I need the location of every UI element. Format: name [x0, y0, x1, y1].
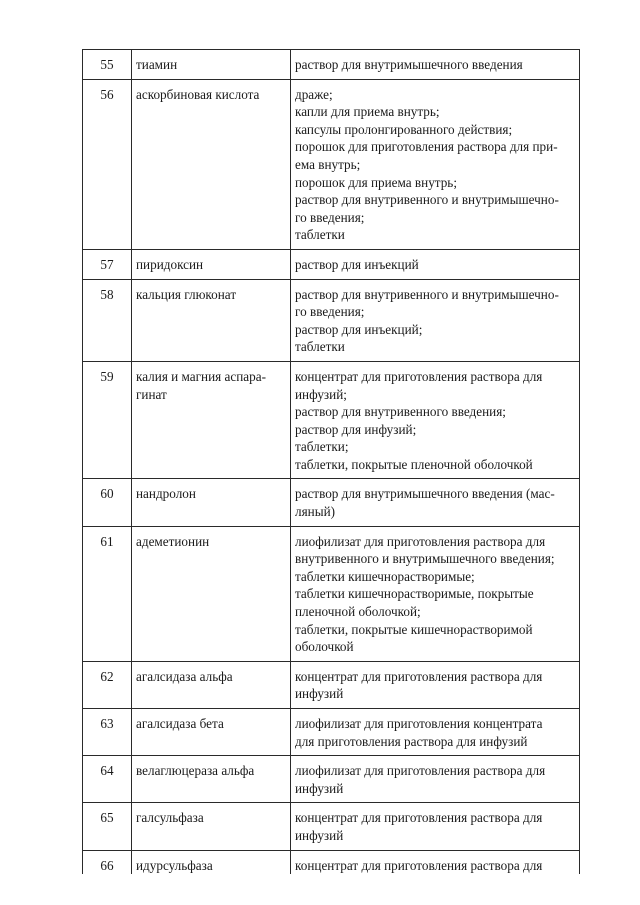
- dosage-form-line: оболочкой: [295, 639, 354, 655]
- drug-name-line: тиамин: [136, 57, 178, 72]
- table-row: [83, 756, 580, 803]
- dosage-form-line: таблетки: [295, 339, 345, 355]
- dosage-form-cell: [291, 850, 580, 874]
- medication-table: [82, 49, 580, 874]
- dosage-form-line: ляный): [295, 504, 336, 520]
- dosage-form-line: внутривенного и внутримышечного введения;: [295, 551, 555, 567]
- row-number: 60: [83, 479, 132, 526]
- dosage-form-line: инфузий: [295, 827, 344, 843]
- dosage-form-line: раствор для внутривенного введения;: [295, 404, 506, 420]
- dosage-form-cell: [291, 661, 580, 708]
- drug-name-line: идурсульфаза: [136, 857, 213, 873]
- row-number: 58: [83, 279, 132, 361]
- drug-name-cell: [132, 850, 291, 874]
- dosage-form-line: раствор для внутримышечного введения (мас-: [295, 486, 555, 502]
- dosage-form-line: раствор для внутривенного и внутримышечно-: [295, 286, 559, 302]
- row-number: 63: [83, 709, 132, 756]
- drug-name-cell: [132, 50, 291, 80]
- row-number: 62: [83, 661, 132, 708]
- dosage-form-line: для приготовления раствора для инфузий: [295, 733, 528, 749]
- medication-table-body: [83, 50, 580, 875]
- dosage-form-cell: [291, 756, 580, 803]
- table-row: [83, 479, 580, 526]
- dosage-form-line: концентрат для приготовления раствора для: [295, 668, 543, 684]
- drug-name-cell: [132, 79, 291, 249]
- dosage-form-line: порошок для приема внутрь;: [295, 174, 457, 190]
- dosage-form-cell: [291, 50, 580, 80]
- drug-name-cell: [132, 479, 291, 526]
- dosage-form-line: таблетки, покрытые кишечнорастворимой: [295, 621, 533, 637]
- dosage-form-cell: [291, 79, 580, 249]
- dosage-form-cell: [291, 526, 580, 661]
- drug-name-line: калия и магния аспара-: [136, 368, 266, 384]
- dosage-form-cell: [291, 803, 580, 850]
- dosage-form-line: раствор для внутривенного и внутримышечно-: [295, 192, 559, 208]
- drug-name-line: гинат: [136, 386, 167, 402]
- dosage-form-line: лиофилизат для приготовления раствора для: [295, 533, 546, 549]
- dosage-form-cell: [291, 479, 580, 526]
- table-row: [83, 526, 580, 661]
- dosage-form-line: инфузий: [295, 780, 344, 796]
- dosage-form-line: драже;: [295, 86, 333, 102]
- row-number: 57: [83, 249, 132, 279]
- drug-name-cell: [132, 526, 291, 661]
- dosage-form-line: концентрат для приготовления раствора для: [295, 857, 543, 873]
- dosage-form-cell: [291, 709, 580, 756]
- drug-name-line: пиридоксин: [136, 256, 204, 272]
- table-row: [83, 279, 580, 361]
- drug-name-line: агалсидаза альфа: [136, 668, 233, 684]
- dosage-form-line: раствор для внутримышечного введения: [295, 57, 523, 72]
- dosage-form-line: капли для приема внутрь;: [295, 104, 440, 120]
- drug-name-line: адеметионин: [136, 533, 210, 549]
- dosage-form-line: капсулы пролонгированного действия;: [295, 121, 513, 137]
- dosage-form-line: таблетки;: [295, 439, 349, 455]
- table-row: [83, 850, 580, 874]
- dosage-form-line: лиофилизат для приготовления концентрата: [295, 716, 543, 731]
- dosage-form-line: го введения;: [295, 304, 365, 320]
- table-row: [83, 249, 580, 279]
- table-row: [83, 661, 580, 708]
- table-row: [83, 361, 580, 479]
- drug-name-cell: [132, 756, 291, 803]
- dosage-form-line: лиофилизат для приготовления раствора для: [295, 763, 546, 779]
- dosage-form-line: инфузий: [295, 686, 344, 702]
- table-row: [83, 79, 580, 249]
- dosage-form-line: концентрат для приготовления раствора для: [295, 368, 543, 384]
- drug-name-cell: [132, 279, 291, 361]
- table-row: [83, 50, 580, 80]
- row-number: 55: [83, 50, 132, 80]
- dosage-form-line: таблетки кишечнорастворимые, покрытые: [295, 586, 534, 602]
- drug-name-cell: [132, 661, 291, 708]
- dosage-form-line: пленочной оболочкой;: [295, 604, 421, 620]
- row-number: 59: [83, 361, 132, 479]
- dosage-form-line: го введения;: [295, 209, 365, 225]
- dosage-form-line: таблетки: [295, 227, 345, 243]
- row-number: 61: [83, 526, 132, 661]
- dosage-form-cell: [291, 361, 580, 479]
- drug-name-line: аскорбиновая кислота: [136, 86, 260, 102]
- dosage-form-line: раствор для инъекций;: [295, 321, 423, 337]
- table-row: [83, 803, 580, 850]
- drug-name-cell: [132, 709, 291, 756]
- drug-name-line: агалсидаза бета: [136, 716, 224, 731]
- drug-name-cell: [132, 361, 291, 479]
- dosage-form-line: раствор для инъекций: [295, 256, 419, 272]
- dosage-form-line: инфузий;: [295, 386, 347, 402]
- row-number: 65: [83, 803, 132, 850]
- drug-name-line: галсульфаза: [136, 810, 204, 826]
- drug-name-line: кальция глюконат: [136, 286, 237, 302]
- dosage-form-line: раствор для инфузий;: [295, 421, 417, 437]
- dosage-form-line: таблетки, покрытые пленочной оболочкой: [295, 456, 533, 472]
- dosage-form-line: концентрат для приготовления раствора для: [295, 810, 543, 826]
- drug-name-line: нандролон: [136, 486, 196, 502]
- row-number: 66: [83, 850, 132, 874]
- dosage-form-line: ема внутрь;: [295, 156, 361, 172]
- dosage-form-cell: [291, 279, 580, 361]
- row-number: 56: [83, 79, 132, 249]
- dosage-form-line: порошок для приготовления раствора для при-: [295, 139, 558, 155]
- dosage-form-line: таблетки кишечнорастворимые;: [295, 568, 475, 584]
- drug-name-cell: [132, 803, 291, 850]
- dosage-form-cell: [291, 249, 580, 279]
- drug-name-cell: [132, 249, 291, 279]
- drug-name-line: велаглюцераза альфа: [136, 763, 255, 779]
- table-row: [83, 709, 580, 756]
- row-number: 64: [83, 756, 132, 803]
